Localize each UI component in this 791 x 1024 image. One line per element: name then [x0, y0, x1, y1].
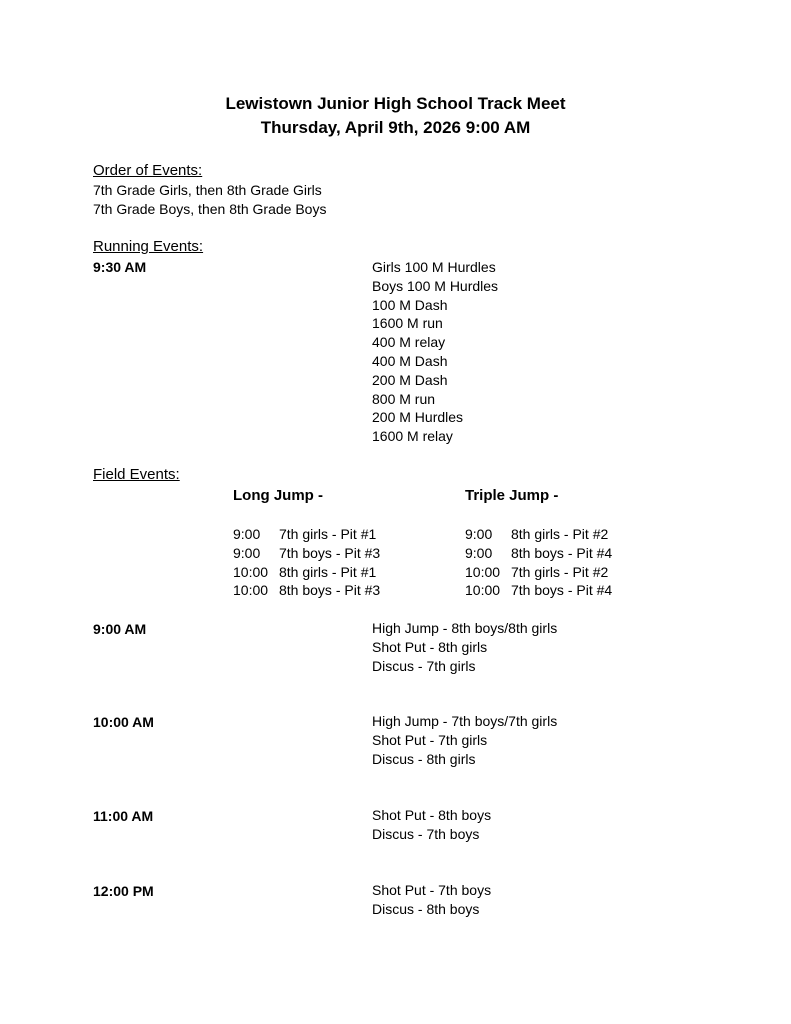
list-item — [233, 525, 380, 544]
long-jump-list — [233, 525, 380, 600]
jump-desc: 8th girls - Pit #2 — [511, 526, 609, 542]
schedule-event: Discus - 7th boys — [372, 825, 480, 842]
schedule-event: Discus - 8th boys — [372, 900, 480, 917]
running-event: 200 M Hurdles — [372, 409, 464, 426]
running-time: 9:30 AM — [93, 259, 147, 275]
running-event: 1600 M run — [372, 315, 443, 332]
list-item — [465, 581, 612, 600]
schedule-time: 10:00 AM — [93, 714, 154, 730]
page-title: Lewistown Junior High School Track Meet — [225, 94, 566, 113]
jump-desc: 7th boys - Pit #3 — [279, 544, 381, 561]
jump-desc: 7th girls - Pit #1 — [279, 526, 377, 542]
running-event: Girls 100 M Hurdles — [372, 259, 496, 275]
schedule-time: 9:00 AM — [93, 621, 147, 637]
jump-desc: 8th boys - Pit #3 — [279, 582, 381, 599]
jump-time: 9:00 — [233, 526, 261, 542]
list-item — [233, 544, 380, 563]
schedule-event: Shot Put - 8th girls — [372, 638, 488, 655]
running-event: 100 M Dash — [372, 296, 448, 313]
running-events-list — [372, 258, 498, 446]
running-event: 1600 M relay — [372, 428, 453, 445]
schedule-event: Discus - 7th girls — [372, 657, 476, 674]
schedule-events — [372, 806, 491, 844]
schedule-time: 12:00 PM — [93, 883, 154, 899]
list-item — [465, 563, 612, 582]
list-item — [465, 525, 612, 544]
schedule-event: Shot Put - 7th boys — [372, 882, 492, 898]
schedule-event: High Jump - 7th boys/7th girls — [372, 713, 558, 729]
running-event: 800 M run — [372, 390, 436, 407]
schedule-time: 11:00 AM — [93, 808, 154, 824]
jump-desc: 8th boys - Pit #4 — [511, 544, 613, 561]
list-item — [233, 581, 380, 600]
running-events-heading: Running Events: — [93, 238, 204, 255]
running-event: 400 M relay — [372, 334, 446, 351]
order-line: 7th Grade Girls, then 8th Grade Girls — [93, 182, 322, 198]
schedule-event: Shot Put - 7th girls — [372, 731, 488, 748]
schedule-event: Shot Put - 8th boys — [372, 807, 492, 823]
jump-time: 9:00 — [465, 544, 493, 561]
triple-jump-list — [465, 525, 612, 600]
page-subtitle: Thursday, April 9th, 2026 9:00 AM — [260, 118, 531, 137]
schedule-events — [372, 619, 557, 675]
long-jump-heading: Long Jump - — [233, 487, 323, 504]
schedule-events — [372, 712, 557, 768]
running-event: Boys 100 M Hurdles — [372, 277, 499, 294]
list-item — [465, 544, 612, 563]
triple-jump-heading: Triple Jump - — [465, 487, 559, 504]
jump-time: 10:00 — [465, 563, 501, 580]
jump-time: 10:00 — [233, 582, 269, 599]
schedule-event: Discus - 8th girls — [372, 750, 476, 767]
schedule-events — [372, 881, 491, 919]
jump-desc: 7th girls - Pit #2 — [511, 563, 609, 580]
list-item — [233, 563, 380, 582]
order-line: 7th Grade Boys, then 8th Grade Boys — [93, 201, 327, 217]
jump-time: 10:00 — [465, 582, 501, 599]
jump-time: 9:00 — [233, 544, 261, 561]
field-events-heading: Field Events: — [93, 466, 180, 483]
jump-desc: 8th girls - Pit #1 — [279, 563, 377, 580]
jump-desc: 7th boys - Pit #4 — [511, 582, 613, 599]
running-event: 400 M Dash — [372, 352, 448, 369]
jump-time: 10:00 — [233, 563, 269, 580]
jump-time: 9:00 — [465, 526, 493, 542]
running-event: 200 M Dash — [372, 371, 448, 388]
schedule-event: High Jump - 8th boys/8th girls — [372, 620, 558, 636]
order-of-events-heading: Order of Events: — [93, 162, 203, 179]
